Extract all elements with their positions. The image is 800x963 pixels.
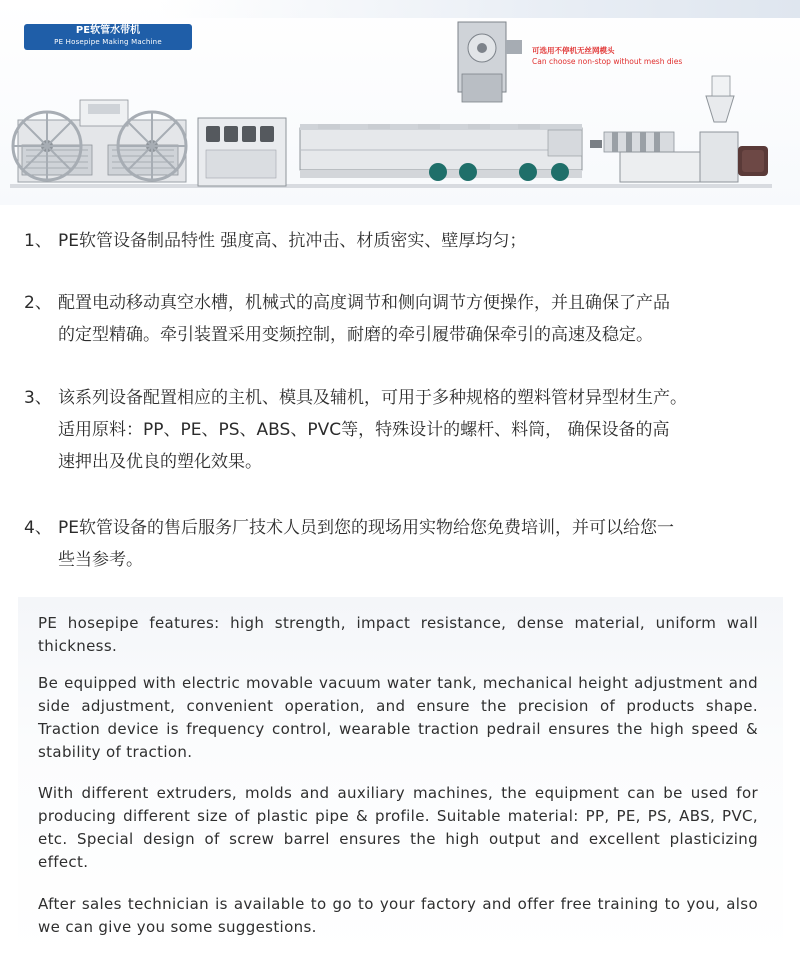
en-feature-1: PE hosepipe features: high strength, impact resistance, dense material, uniform wall thickness. xyxy=(38,614,758,655)
cn-feature-number: 1、 xyxy=(24,231,52,251)
control-cabinet-icon xyxy=(198,118,286,186)
cn-feature-line: 速押出及优良的塑化效果。 xyxy=(58,452,262,472)
badge-title: PE软管水带机 xyxy=(75,25,141,36)
cn-feature-line: PE软管设备制品特性 强度高、抗冲击、材质密实、壁厚均匀； xyxy=(58,231,527,251)
cn-feature-line: 些当参考。 xyxy=(58,550,143,570)
cn-feature-1 xyxy=(24,225,784,257)
floor-shadow xyxy=(10,184,772,188)
cn-feature-number: 4、 xyxy=(24,518,52,538)
cn-feature-number: 2、 xyxy=(24,293,52,313)
cn-feature-number: 3、 xyxy=(24,388,52,408)
cn-feature-3 xyxy=(24,382,784,478)
cn-feature-line: PE软管设备的售后服务厂技术人员到您的现场用实物给您免费培训，并可以给您一 xyxy=(58,518,674,538)
die-note-en: Can choose non-stop without mesh dies xyxy=(532,57,683,66)
die-note-cn: 可选用不停机无丝网模头 xyxy=(532,46,615,55)
vacuum-tank-icon xyxy=(300,124,582,181)
cn-feature-2 xyxy=(24,287,784,351)
cn-feature-line: 该系列设备配置相应的主机、模具及辅机，可用于多种规格的塑料管材异型材生产。 xyxy=(58,388,687,408)
en-feature-3: With different extruders, molds and auxiliary machines, the equipment can be used for producing different size of plastic pipe & profile. Suitable material: PP, PE, PS, ABS, PVC, etc. Special design of screw barrel ensures the high output and excellent plasticizing effect. xyxy=(38,784,758,871)
cn-feature-4 xyxy=(24,512,784,576)
cn-feature-line: 的定型精确。牵引装置采用变频控制，耐磨的牵引履带确保牵引的高速及稳定。 xyxy=(58,325,653,345)
cn-feature-line: 配置电动移动真空水槽，机械式的高度调节和侧向调节方便操作，并且确保了产品 xyxy=(58,293,670,313)
en-feature-2: Be equipped with electric movable vacuum water tank, mechanical height adjustment and side adjustment, convenient operation, and ensure the precision of products shape. Traction device is frequency control, wearable traction pedrail ensures the high speed & stability of traction. xyxy=(38,674,758,761)
die-head-icon xyxy=(458,22,522,102)
cn-feature-line: 适用原料：PP、PE、PS、ABS、PVC等，特殊设计的螺杆、料筒， 确保设备的高 xyxy=(58,420,670,440)
production-line-illustration xyxy=(0,0,800,205)
badge-subtitle: PE Hosepipe Making Machine xyxy=(54,38,162,46)
en-feature-4: After sales technician is available to go to your factory and offer free training to you, also we can give you some suggestions. xyxy=(38,895,758,936)
extruder-icon xyxy=(590,76,768,182)
